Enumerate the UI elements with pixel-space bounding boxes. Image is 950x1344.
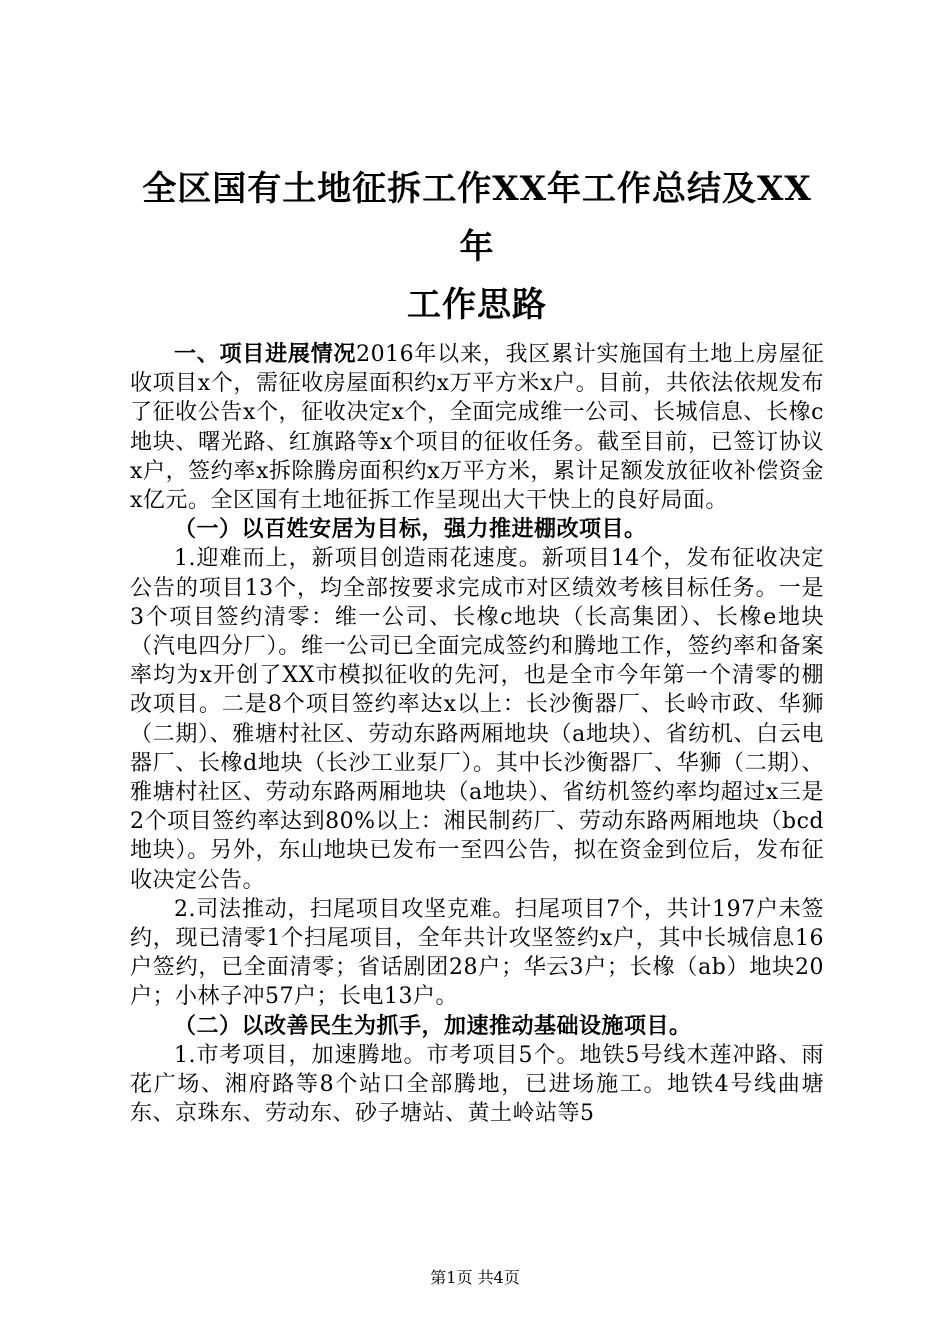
document-body	[130, 340, 824, 1128]
paragraph-closing-projects: 2.司法推动，扫尾项目攻坚克难。扫尾项目7个，共计197户未签约，现已清零1个扫尾项目，全年共计攻坚签约x户，其中长城信息16户签约，已全面清零；省话剧团28户；华云3户；长橡（ab）地块20户；小林子冲57户；长电13户。	[130, 896, 824, 1010]
paragraph-project-progress	[130, 340, 824, 515]
section-heading-1: （一）以百姓安居为目标，强力推进棚改项目。	[174, 516, 647, 543]
paragraph-text: 2016年以来，我区累计实施国有土地上房屋征收项目x个，需征收房屋面积约x万平方米x户。目前，共依法依规发布了征收公告x个，征收决定x个，全面完成维一公司、长城信息、长橡c地块、曙光路、红旗路等x个项目的征收任务。截至目前，已签订协议x户，签约率x拆除腾房面积约x万平方米，累计足额发放征收补偿资金x亿元。全区国有土地征拆工作呈现出大干快上的良好局面。	[130, 342, 824, 514]
document-title-line-1: 全区国有土地征拆工作XX年工作总结及XX年	[142, 169, 812, 267]
paragraph-lead: 一、项目进展情况	[174, 341, 357, 367]
page-footer: 第1页 共4页	[430, 1268, 520, 1287]
document-title	[130, 160, 824, 334]
paragraph-city-projects: 1.市考项目，加速腾地。市考项目5个。地铁5号线木莲冲路、雨花广场、湘府路等8个站口全部腾地，已进场施工。地铁4号线曲塘东、京珠东、劳动东、砂子塘站、黄土岭站等5	[130, 1042, 824, 1127]
document-title-line-2: 工作思路	[407, 285, 547, 325]
document-page	[130, 160, 824, 1128]
section-heading-2: （二）以改善民生为抓手，加速推动基础设施项目。	[174, 1012, 692, 1039]
paragraph-new-projects: 1.迎难而上，新项目创造雨花速度。新项目14个，发布征收决定公告的项目13个，均全部按要求完成市对区绩效考核目标任务。一是3个项目签约清零：维一公司、长橡c地块（长高集团）、长橡e地块（汽电四分厂）。维一公司已全面完成签约和腾地工作，签约率和备案率均为x开创了XX市模拟征收的先河，也是全市今年第一个清零的棚改项目。二是8个项目签约率达x以上：长沙衡器厂、长岭市政、华狮（二期）、雅塘村社区、劳动东路两厢地块（a地块）、省纺机、白云电器厂、长橡d地块（长沙工业泵厂）。其中长沙衡器厂、华狮（二期）、雅塘村社区、劳动东路两厢地块（a地块）、省纺机签约率均超过x三是2个项目签约率达到80%以上：湘民制药厂、劳动东路两厢地块（bcd地块）。另外，东山地块已发布一至四公告，拟在资金到位后，发布征收决定公告。	[130, 546, 824, 893]
